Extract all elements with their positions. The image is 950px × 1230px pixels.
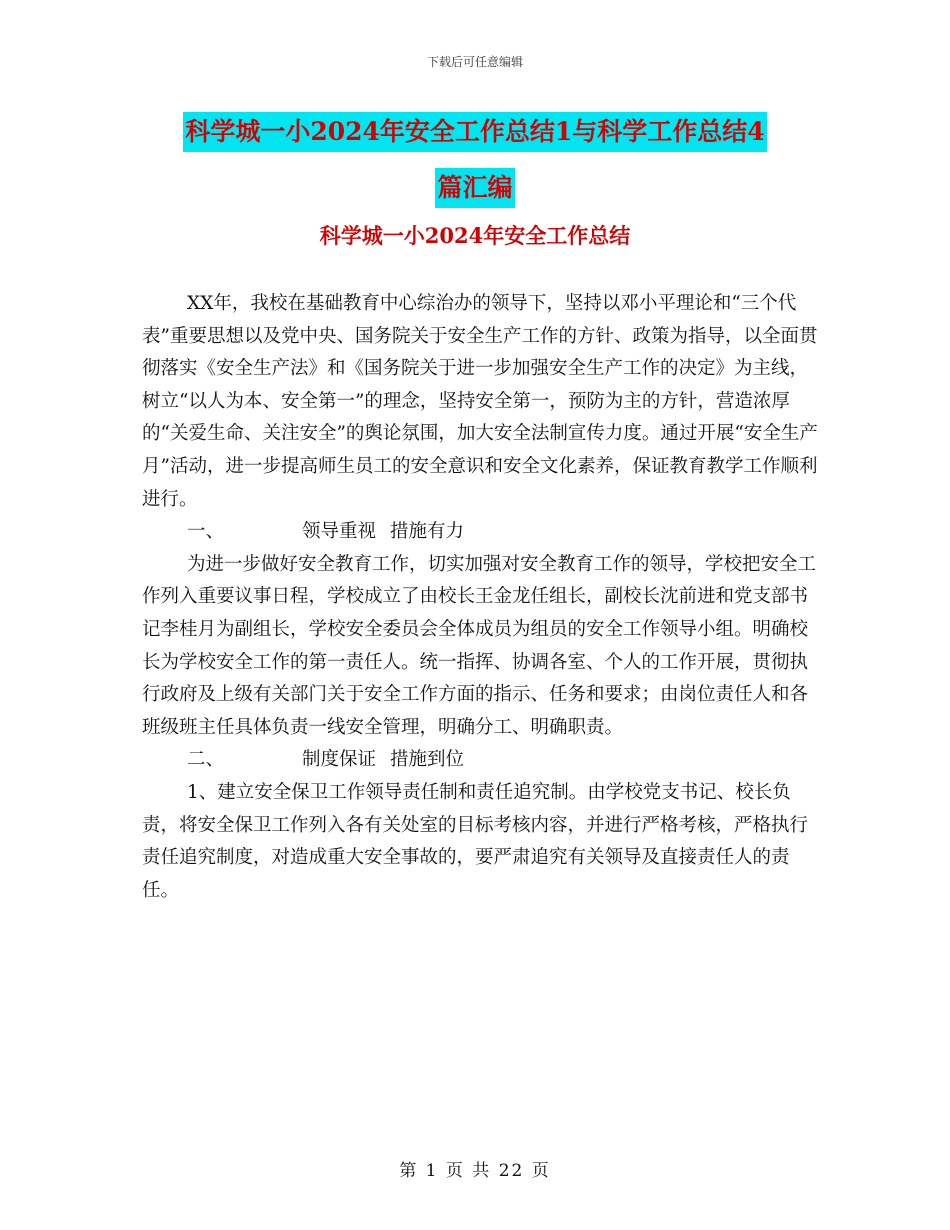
section-heading-part: 措施有力 (390, 521, 465, 543)
section-heading-2 (142, 744, 822, 777)
section-number: 二、 (187, 749, 225, 771)
title-line-2: 篇汇编 (435, 168, 514, 208)
section-heading-part: 领导重视 (302, 521, 377, 543)
intro-paragraph: XX年，我校在基础教育中心综治办的领导下，坚持以邓小平理论和“三个代表”重要思想以及党中央、国务院关于安全生产工作的方针、政策为指导，以全面贯彻落实《安全生产法》和《国务院关于进一步加强安全生产工作的决定》为主线，树立“以人为本、安全第一”的理念，坚持安全第一，预防为主的方针，营造浓厚的“关爱生命、关注安全”的舆论氛围，加大安全法制宣传力度。通过开展“安全生产月”活动，进一步提高师生员工的安全意识和安全文化素养，保证教育教学工作顺利进行。 (142, 293, 818, 510)
section-title: 科学城一小2024年安全工作总结 (319, 223, 631, 248)
section-number: 一、 (187, 521, 225, 543)
document-body (142, 288, 822, 907)
section-1-paragraph: 为进一步做好安全教育工作，切实加强对安全教育工作的领导，学校把安全工作列入重要议事日程，学校成立了由校长王金龙任组长，副校长沈前进和党支部书记李桂月为副组长，学校安全委员会全体成员为组员的安全工作领导小组。明确校长为学校安全工作的第一责任人。统一指挥、协调各室、个人的工作开展，贯彻执行政府及上级有关部门关于安全工作方面的指示、任务和要求；由岗位责任人和各班级班主任具体负责一线安全管理，明确分工、明确职责。 (142, 553, 817, 738)
section-2-paragraph: 1、建立安全保卫工作领导责任制和责任追究制。由学校党支书记、校长负责，将安全保卫工作列入各有关处室的目标考核内容，并进行严格考核，严格执行责任追究制度，对造成重大安全事故的，要严肃追究有关领导及直接责任人的责任。 (142, 781, 809, 901)
section-heading-part: 制度保证 (302, 749, 377, 771)
document-title (0, 112, 950, 208)
section-heading-part: 措施到位 (390, 749, 465, 771)
section-heading-1 (142, 516, 822, 549)
page-footer: 第 1 页 共 22 页 (399, 1161, 551, 1181)
title-line-1: 科学城一小2024年安全工作总结1与科学工作总结4 (183, 112, 766, 152)
header-note: 下载后可任意编辑 (426, 55, 523, 69)
